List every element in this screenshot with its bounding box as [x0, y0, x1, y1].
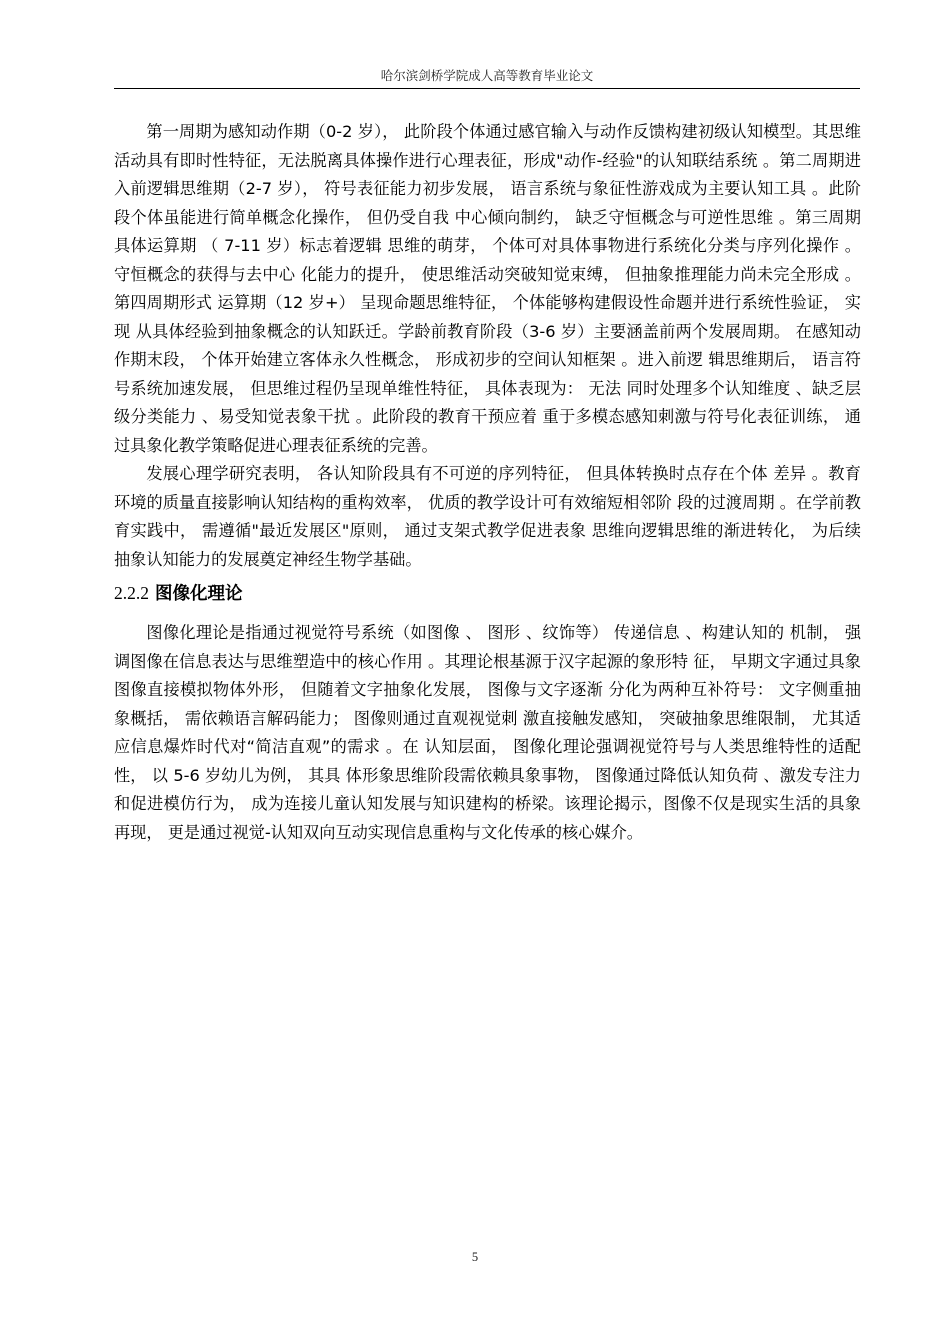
section-title: 图像化理论	[155, 584, 243, 604]
paragraph-cognitive-periods: 第一周期为感知动作期（0-2 岁）， 此阶段个体通过感官输入与动作反馈构建初级认知模型。其思维活动具有即时性特征，无法脱离具体操作进行心理表征，形成"动作-经验"的认知联结系统 。第二周期进入前逻辑思维期（2-7 岁）， 符号表征能力初步发展， 语言系统与象征性游戏成为主要认知工具 。此阶段个体虽能进行简单概念化操作， 但仍受自我 中心倾向制约， 缺乏守恒概念与可逆性思维 。第三周期具体运算期 （ 7-11 岁）标志着逻辑 思维的萌芽， 个体可对具体事物进行系统化分类与序列化操作 。守恒概念的获得与去中心 化能力的提升， 使思维活动突破知觉束缚， 但抽象推理能力尚未完全形成 。第四周期形式 运算期（12 岁+） 呈现命题思维特征， 个体能够构建假设性命题并进行系统性验证， 实现 从具体经验到抽象概念的认知跃迁。学龄前教育阶段（3-6 岁）主要涵盖前两个发展周期。 在感知动作期末段， 个体开始建立客体永久性概念， 形成初步的空间认知框架 。进入前逻 辑思维期后， 语言符号系统加速发展， 但思维过程仍呈现单维性特征， 具体表现为： 无法 同时处理多个认知维度 、缺乏层级分类能力 、易受知觉表象干扰 。此阶段的教育干预应着 重于多模态感知刺激与符号化表征训练， 通过具象化教学策略促进心理表征系统的完善。	[114, 122, 861, 455]
body-text	[114, 118, 861, 847]
header-rule	[114, 88, 860, 89]
page-number: 5	[471, 1250, 479, 1264]
paragraph-developmental-psychology: 发展心理学研究表明， 各认知阶段具有不可逆的序列特征， 但具体转换时点存在个体 差异 。教育环境的质量直接影响认知结构的重构效率， 优质的教学设计可有效缩短相邻阶 段的过渡周期 。在学前教育实践中， 需遵循"最近发展区"原则， 通过支架式教学促进表象 思维向逻辑思维的渐进转化， 为后续抽象认知能力的发展奠定神经生物学基础。	[114, 464, 861, 569]
running-header: 哈尔滨剑桥学院成人高等教育毕业论文	[380, 68, 594, 83]
section-number: 2.2.2	[114, 583, 149, 603]
paragraph-image-theory: 图像化理论是指通过视觉符号系统（如图像 、 图形 、纹饰等） 传递信息 、构建认知的 机制， 强调图像在信息表达与思维塑造中的核心作用 。其理论根基源于汉字起源的象形特 征， 早期文字通过具象图像直接模拟物体外形， 但随着文字抽象化发展， 图像与文字逐渐 分化为两种互补符号： 文字侧重抽象概括， 需依赖语言解码能力； 图像则通过直观视觉刺 激直接触发感知， 突破抽象思维限制， 尤其适应信息爆炸时代对“简洁直观”的需求 。在 认知层面， 图像化理论强调视觉符号与人类思维特性的适配性， 以 5-6 岁幼儿为例， 其具 体形象思维阶段需依赖具象事物， 图像通过降低认知负荷 、激发专注力和促进模仿行为， 成为连接儿童认知发展与知识建构的桥梁。该理论揭示，图像不仅是现实生活的具象再现， 更是通过视觉-认知双向互动实现信息重构与文化传承的核心媒介。	[114, 623, 862, 842]
section-heading	[114, 578, 861, 609]
